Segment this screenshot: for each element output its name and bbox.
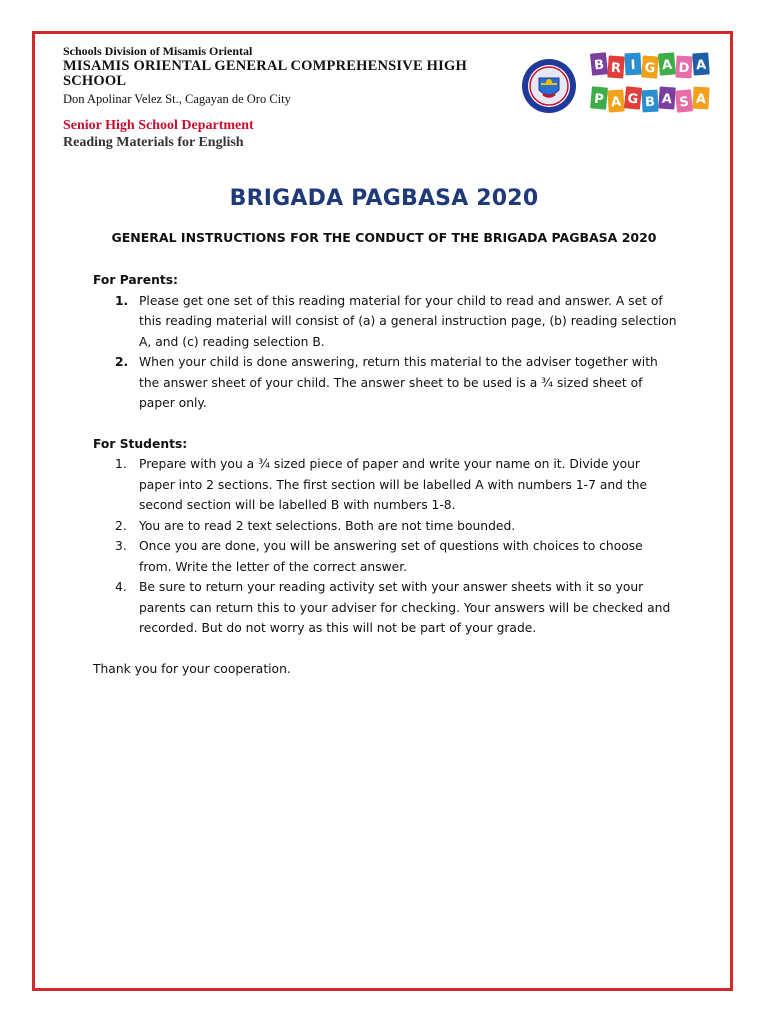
logo-letter: A	[695, 91, 707, 108]
school-name	[63, 59, 483, 89]
parents-heading: For Parents:	[93, 273, 178, 287]
item-text: Please get one set of this reading material for your child to read and answer. A set of this reading material will consist of (a) a general instruction page, (b) reading selection A, and (c) reading selection B.	[139, 293, 677, 349]
item-text: Be sure to return your reading activity set with your answer sheets with it so your parents can return this to your adviser for checking. Your answers will be checked and recorded. But do not worry as this will not be part of your grade.	[139, 580, 671, 635]
brigada-pagbasa-logo-icon	[588, 48, 710, 118]
list-item	[93, 577, 678, 639]
item-number: 2.	[115, 355, 129, 369]
students-list	[93, 454, 678, 639]
school-address: Don Apolinar Velez St., Cagayan de Oro City	[63, 92, 291, 106]
logo-letter: A	[661, 91, 673, 108]
logo-tile	[658, 86, 675, 109]
list-item	[93, 536, 678, 577]
school-header	[63, 44, 483, 107]
closing-text: Thank you for your cooperation.	[93, 661, 291, 676]
item-number: 3.	[115, 539, 127, 553]
logo-letter: R	[610, 60, 622, 77]
logo-letter: A	[610, 94, 622, 111]
list-item	[93, 352, 678, 414]
logo-letter: B	[593, 57, 605, 74]
logo-letter: I	[630, 57, 636, 74]
logo-letter: G	[643, 60, 656, 77]
school-name-line2: SCHOOL	[63, 73, 127, 89]
item-text: When your child is done answering, return this material to the adviser together with the answer sheet of your child. The answer sheet to be used is a ¾ sized sheet of paper only.	[139, 355, 658, 410]
logo-tile	[692, 52, 709, 75]
department-name: Senior High School Department	[63, 118, 254, 133]
division-name: Schools Division of Misamis Oriental	[63, 44, 253, 58]
logo-tile	[658, 52, 676, 75]
item-text: You are to read 2 text selections. Both are not time bounded.	[139, 518, 516, 533]
logo-letter: B	[644, 94, 656, 111]
logo-tile	[675, 56, 692, 79]
logo-tile	[641, 90, 658, 113]
item-number: 1.	[115, 457, 127, 471]
logo-tile	[607, 55, 624, 78]
logo-tile	[590, 86, 608, 109]
logo-letter: A	[661, 57, 673, 74]
logo-tile	[624, 53, 641, 76]
item-number: 2.	[115, 518, 127, 533]
school-seal-icon	[521, 58, 577, 114]
school-name-line1: MISAMIS ORIENTAL GENERAL COMPREHENSIVE HIGH	[63, 58, 467, 74]
item-number: 1.	[115, 293, 129, 308]
item-text: Prepare with you a ¾ sized piece of paper and write your name on it. Divide your paper into 2 sections. The first section will be labelled A with numbers 1-7 and the second section will be labelled B with numbers 1-8.	[139, 457, 648, 512]
item-number: 4.	[115, 580, 127, 594]
parents-list	[93, 291, 678, 414]
page-title: BRIGADA PAGBASA 2020	[229, 186, 539, 211]
logo-letter: S	[678, 94, 690, 111]
logo-letter: A	[695, 57, 707, 74]
clipped-subheading	[63, 135, 263, 150]
instructions-body	[93, 270, 678, 679]
logo-tile	[641, 55, 659, 78]
logo-tile	[590, 52, 608, 76]
logo-tile	[624, 86, 642, 110]
list-item	[93, 516, 678, 537]
logo-tile	[675, 89, 693, 113]
clipped-subheading-text: Reading Materials for English	[63, 135, 244, 150]
list-item	[93, 291, 678, 353]
list-item	[93, 454, 678, 516]
logo-letter: P	[593, 91, 605, 108]
logo-letter: D	[678, 60, 690, 77]
logo-tile	[607, 89, 624, 112]
item-text: Once you are done, you will be answering set of questions with choices to choose from. Write the letter of the correct answer.	[139, 539, 643, 574]
page-subtitle: GENERAL INSTRUCTIONS FOR THE CONDUCT OF THE BRIGADA PAGBASA 2020	[111, 230, 657, 245]
logo-tile	[692, 87, 709, 110]
logo-letter: G	[626, 91, 639, 108]
students-heading: For Students:	[93, 436, 188, 451]
